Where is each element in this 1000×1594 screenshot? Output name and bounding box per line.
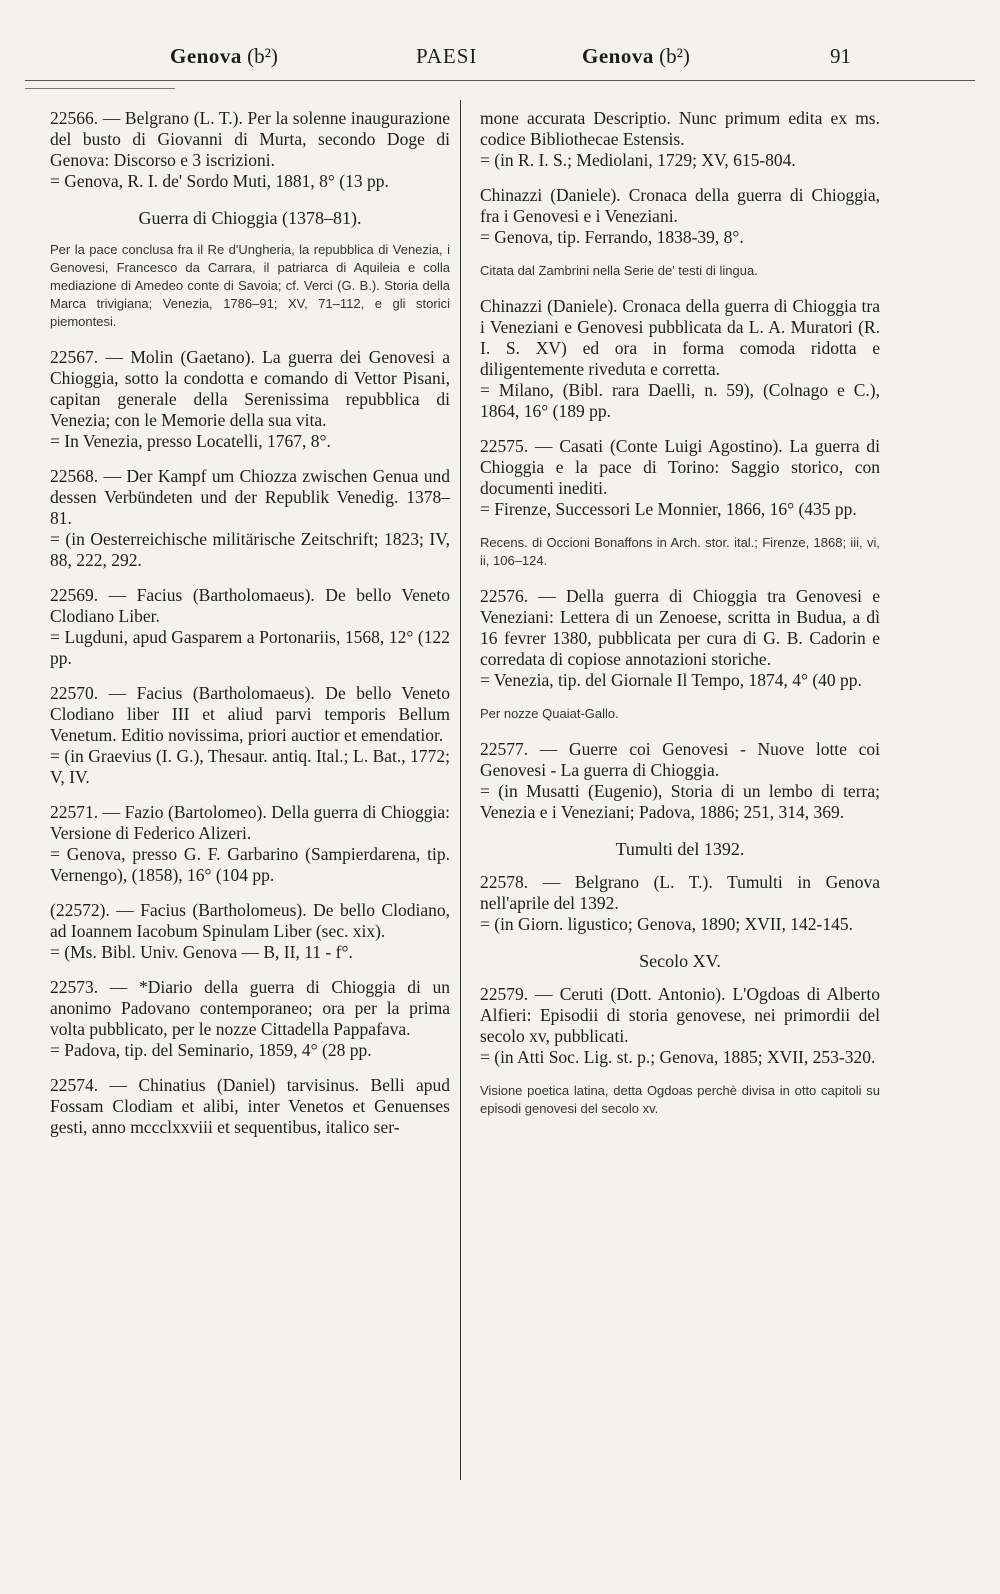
entry-22568 xyxy=(50,466,450,571)
section-note: Per la pace conclusa fra il Re d'Ungheria, la repubblica di Venezia, i Genovesi, Francesco da Carrara, il patriarca di Aquileia e colla mediazione di Amedeo conte di Savoia; cf. Verci (G. B.). Storia della Marca trivigiana; Venezia, 1786–91; XV, 71–112, e gli storici piemontesi. xyxy=(50,242,450,329)
entry-22567 xyxy=(50,347,450,452)
entry-22575 xyxy=(480,436,880,520)
entry-text: 22570. — Facius (Bartholomaeus). De bello Veneto Clodiano liber III et aliud parvi temporis Bellum Venetum. Editio novissima, priori auctior et emendatior. xyxy=(50,683,450,745)
entry-text: (22572). — Facius (Bartholomeus). De bello Clodiano, ad Ioannem Iacobum Spinulam Liber (sec. xix). xyxy=(50,900,450,941)
entry-text: 22575. — Casati (Conte Luigi Agostino). La guerra di Chioggia e la pace di Torino: Saggio storico, con documenti inediti. xyxy=(480,436,880,498)
entry-22573 xyxy=(50,977,450,1061)
entry-22570 xyxy=(50,683,450,788)
entry-text: Chinazzi (Daniele). Cronaca della guerra di Chioggia tra i Veneziani e Genovesi pubblicata da L. A. Muratori (R. I. S. XV) ed ora in forma comoda ridotta e diligentemente riveduta e corretta. xyxy=(480,296,880,379)
entry-22574 xyxy=(50,1075,450,1138)
right-column xyxy=(480,108,880,1134)
entry-text: 22576. — Della guerra di Chioggia tra Genovesi e Veneziani: Lettera di un Zenoese, scritta in Budua, a dì 16 fevrer 1380, pubblicata per cura di G. B. Cadorin e corredata di copiose annotazioni storiche. xyxy=(480,586,880,669)
entry-text: 22573. — *Diario della guerra di Chioggia di un anonimo Padovano contemporaneo; ora per la prima volta pubblicato, per le nozze Cittadella Pappafava. xyxy=(50,977,450,1039)
entry-publication: = (Ms. Bibl. Univ. Genova — B, II, 11 - f°. xyxy=(50,942,353,962)
entry-publication: = (in Graevius (I. G.), Thesaur. antiq. Ital.; L. Bat., 1772; V, IV. xyxy=(50,746,450,787)
entry-publication: = Lugduni, apud Gasparem a Portonariis, 1568, 12° (122 pp. xyxy=(50,627,450,668)
header-rule-short xyxy=(25,88,175,89)
section-title: Tumulti del 1392. xyxy=(615,839,745,859)
entry-publication: = Genova, tip. Ferrando, 1838-39, 8°. xyxy=(480,227,744,247)
entry-publication: = Padova, tip. del Seminario, 1859, 4° (28 pp. xyxy=(50,1040,372,1060)
entry-22571 xyxy=(50,802,450,886)
section-title: Guerra di Chioggia (1378–81). xyxy=(138,208,362,228)
entry-note: Recens. di Occioni Bonaffons in Arch. stor. ital.; Firenze, 1868; iii, vi, ii, 106–124. xyxy=(480,535,880,568)
entry-note: Visione poetica latina, detta Ogdoas perchè divisa in otto capitoli su episodi genovesi del secolo xv. xyxy=(480,1083,880,1116)
entry-chinazzi-1 xyxy=(480,185,880,248)
entry-publication: = (in Musatti (Eugenio), Storia di un lembo di terra; Venezia e i Veneziani; Padova, 1886; 251, 314, 369. xyxy=(480,781,880,822)
page-number: 91 xyxy=(830,44,851,68)
entry-chinazzi-2 xyxy=(480,296,880,422)
header-rule xyxy=(25,80,975,81)
entry-22579 xyxy=(480,984,880,1068)
entry-text: Chinazzi (Daniele). Cronaca della guerra di Chioggia, fra i Genovesi e i Veneziani. xyxy=(480,185,880,226)
entry-22569 xyxy=(50,585,450,669)
header-right: Genova (b²) xyxy=(582,44,690,68)
section-title: Secolo XV. xyxy=(639,951,721,971)
left-column xyxy=(50,108,450,1152)
entry-22576 xyxy=(480,586,880,691)
entry-publication: = Milano, (Bibl. rara Daelli, n. 59), (Colnago e C.), 1864, 16° (189 pp. xyxy=(480,380,880,421)
entry-text: 22567. — Molin (Gaetano). La guerra dei Genovesi a Chioggia, sotto la condotta e comando di Vettor Pisani, capitan generale della Serenissima repubblica di Venezia; con le Memorie della sua vita. xyxy=(50,347,450,430)
entry-publication: = (in R. I. S.; Mediolani, 1729; XV, 615-804. xyxy=(480,150,796,170)
entry-text: 22578. — Belgrano (L. T.). Tumulti in Genova nell'aprile del 1392. xyxy=(480,872,880,913)
entry-publication: = In Venezia, presso Locatelli, 1767, 8°. xyxy=(50,431,331,451)
entry-text: 22579. — Ceruti (Dott. Antonio). L'Ogdoas di Alberto Alfieri: Episodii di storia genovese, nei primordii del secolo xv, pubblicati. xyxy=(480,984,880,1046)
entry-text: 22571. — Fazio (Bartolomeo). Della guerra di Chioggia: Versione di Federico Alizeri. xyxy=(50,802,450,843)
entry-text: 22574. — Chinatius (Daniel) tarvisinus. Belli apud Fossam Clodiam et alibi, inter Venetos et Genuenses gesti, anno mccclxxviii et sequentibus, italico ser- xyxy=(50,1075,450,1137)
entry-publication: = Venezia, tip. del Giornale Il Tempo, 1874, 4° (40 pp. xyxy=(480,670,862,690)
header-left: Genova (b²) xyxy=(170,44,278,68)
entry-publication: = Firenze, Successori Le Monnier, 1866, 16° (435 pp. xyxy=(480,499,857,519)
entry-22574-continued xyxy=(480,108,880,171)
header-center: PAESI xyxy=(416,44,478,68)
entry-publication: = Genova, R. I. de' Sordo Muti, 1881, 8° (13 pp. xyxy=(50,171,389,191)
entry-note: Per nozze Quaiat-Gallo. xyxy=(480,706,619,721)
entry-text: mone accurata Descriptio. Nunc primum edita ex ms. codice Bibliothecae Estensis. xyxy=(480,108,880,149)
entry-22572 xyxy=(50,900,450,963)
entry-22578 xyxy=(480,872,880,935)
entry-publication: = Genova, presso G. F. Garbarino (Sampierdarena, tip. Vernengo), (1858), 16° (104 pp. xyxy=(50,844,450,885)
entry-publication: = (in Giorn. ligustico; Genova, 1890; XVII, 142-145. xyxy=(480,914,853,934)
entry-text: 22569. — Facius (Bartholomaeus). De bello Veneto Clodiano Liber. xyxy=(50,585,450,626)
entry-text: 22577. — Guerre coi Genovesi - Nuove lotte coi Genovesi - La guerra di Chioggia. xyxy=(480,739,880,780)
column-divider xyxy=(460,100,461,1480)
entry-note: Citata dal Zambrini nella Serie de' testi di lingua. xyxy=(480,263,758,278)
entry-text: 22568. — Der Kampf um Chiozza zwischen Genua und dessen Verbündeten und der Republik Venedig. 1378–81. xyxy=(50,466,450,528)
entry-text: 22566. — Belgrano (L. T.). Per la solenne inaugurazione del busto di Giovanni di Murta, secondo Doge di Genova: Discorso e 3 iscrizioni. xyxy=(50,108,450,170)
entry-22566 xyxy=(50,108,450,192)
entry-22577 xyxy=(480,739,880,823)
running-header xyxy=(40,44,960,74)
entry-publication: = (in Atti Soc. Lig. st. p.; Genova, 1885; XVII, 253-320. xyxy=(480,1047,876,1067)
entry-publication: = (in Oesterreichische militärische Zeitschrift; 1823; IV, 88, 222, 292. xyxy=(50,529,450,570)
